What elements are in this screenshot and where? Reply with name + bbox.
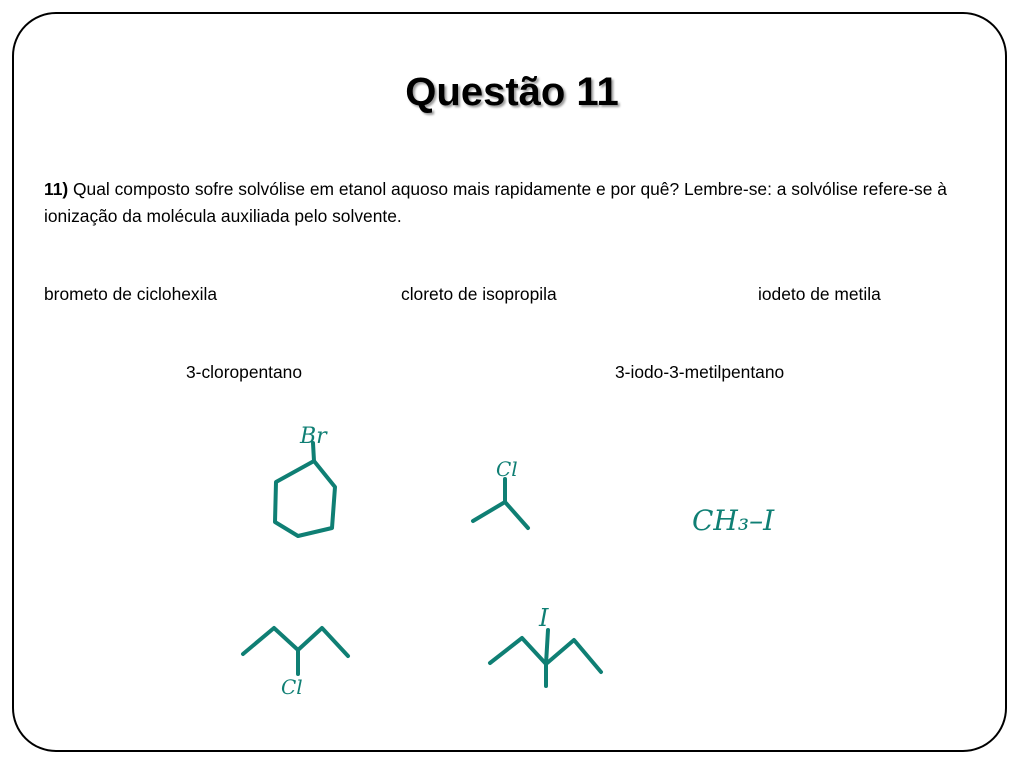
- chlorine-label-b: Cl: [281, 675, 303, 699]
- methyl-bond-right: [505, 502, 528, 528]
- iodine-label: I: [539, 604, 549, 632]
- 3-iodo-3-methylpentane-structure: [490, 604, 601, 686]
- question-number: 11): [44, 179, 69, 199]
- compound-label-methyl-iodide: iodeto de metila: [758, 284, 881, 304]
- pentane-chain: [243, 628, 348, 656]
- cyclohexyl-bromide-structure: [275, 424, 335, 536]
- methyl-iodide-structure: [692, 504, 775, 537]
- bromine-label: Br: [300, 424, 327, 449]
- slide-title: Questão 11: [405, 70, 619, 114]
- chlorine-label-a: Cl: [496, 457, 518, 481]
- compound-label-isopropyl-chloride: cloreto de isopropila: [401, 284, 557, 304]
- question-text: Qual composto sofre solvólise em etanol aquoso mais rapidamente e por quê? Lembre-se: a solvólise refere-se à ionização da molécula auxiliada pelo solvente.: [44, 179, 947, 226]
- cyclohexane-ring: [275, 461, 335, 536]
- compound-label-3-chloropentane: 3-cloropentano: [186, 362, 303, 382]
- methyl-bond-left: [473, 502, 505, 521]
- compound-label-3-iodo-3-methylpentane: 3-iodo-3-metilpentano: [615, 362, 785, 382]
- 3-chloropentane-structure: [243, 628, 348, 699]
- isopropyl-chloride-structure: [473, 457, 528, 528]
- c-i-bond: [546, 630, 548, 664]
- compound-label-cyclohexyl-bromide: brometo de ciclohexila: [44, 284, 218, 304]
- methyl-iodide-label: CH₃–I: [692, 504, 775, 537]
